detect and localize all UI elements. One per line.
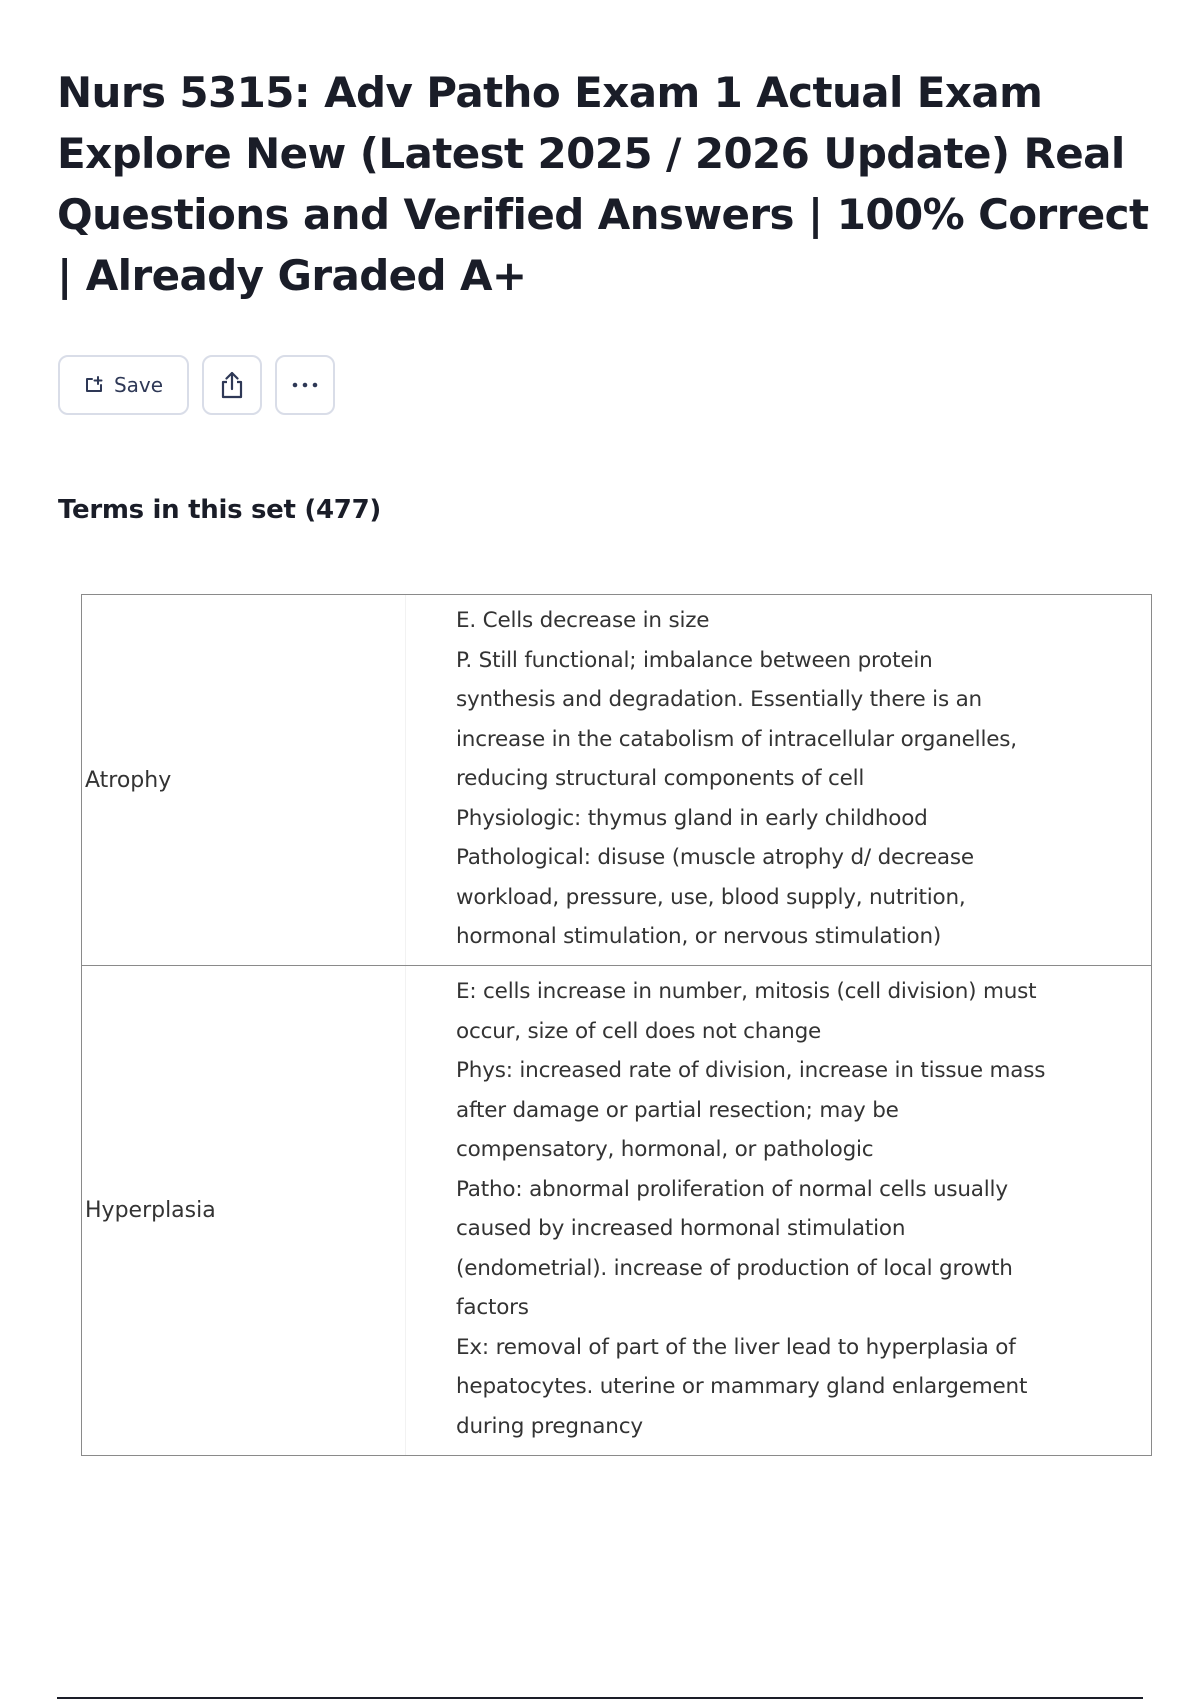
action-bar xyxy=(58,355,335,415)
save-button-label: Save xyxy=(113,373,164,397)
definition-line: compensatory, hormonal, or pathologic xyxy=(456,1137,874,1162)
share-button[interactable] xyxy=(202,355,262,415)
definition-line: synthesis and degradation. Essentially there is an xyxy=(456,687,982,712)
definition-line: E. Cells decrease in size xyxy=(456,608,710,633)
definition-line: (endometrial). increase of production of local growth xyxy=(456,1255,1013,1281)
more-options-button[interactable] xyxy=(275,355,335,415)
definition-line: increase in the catabolism of intracellular organelles, xyxy=(456,726,1017,752)
term-cell: Hyperplasia xyxy=(82,966,406,1455)
definition-line: reducing structural components of cell xyxy=(456,766,865,791)
definition-line: Physiologic: thymus gland in early childhood xyxy=(456,805,928,831)
definition-line: Phys: increased rate of division, increase in tissue mass xyxy=(456,1058,1046,1083)
definition-line: workload, pressure, use, blood supply, nutrition, xyxy=(456,884,966,910)
more-dots-icon xyxy=(290,381,320,389)
definition-cell xyxy=(406,966,1151,1455)
definition-line: during pregnancy xyxy=(456,1413,643,1439)
definition-line: Pathological: disuse (muscle atrophy d/ decrease xyxy=(456,845,974,870)
definition-line: hepatocytes. uterine or mammary gland enlargement xyxy=(456,1374,1028,1399)
share-icon xyxy=(218,370,246,400)
definition-line: caused by increased hormonal stimulation xyxy=(456,1216,906,1241)
term-row xyxy=(82,595,1151,965)
terms-table xyxy=(81,594,1152,1456)
page-title: Nurs 5315: Adv Patho Exam 1 Actual Exam Explore New (Latest 2025 / 2026 Update) Real Questions and Verified Answers | 100% Correct | Already Graded A+ xyxy=(57,68,1149,300)
definition-line: factors xyxy=(456,1295,529,1320)
term-cell: Atrophy xyxy=(82,595,406,965)
definition-line: occur, size of cell does not change xyxy=(456,1018,822,1044)
definition-line: P. Still functional; imbalance between protein xyxy=(456,647,933,673)
definition-line: after damage or partial resection; may be xyxy=(456,1097,899,1123)
definition-line: Ex: removal of part of the liver lead to hyperplasia of xyxy=(456,1334,1016,1360)
term-row xyxy=(82,965,1151,1455)
terms-heading: Terms in this set (477) xyxy=(58,495,381,525)
definition-cell xyxy=(406,595,1151,965)
save-folder-icon xyxy=(84,375,104,395)
definition-line: hormonal stimulation, or nervous stimulation) xyxy=(456,924,942,949)
save-button[interactable] xyxy=(58,355,189,415)
bottom-divider xyxy=(57,1697,1143,1699)
definition-line: Patho: abnormal proliferation of normal cells usually xyxy=(456,1176,1008,1202)
definition-line: E: cells increase in number, mitosis (cell division) must xyxy=(456,979,1037,1004)
